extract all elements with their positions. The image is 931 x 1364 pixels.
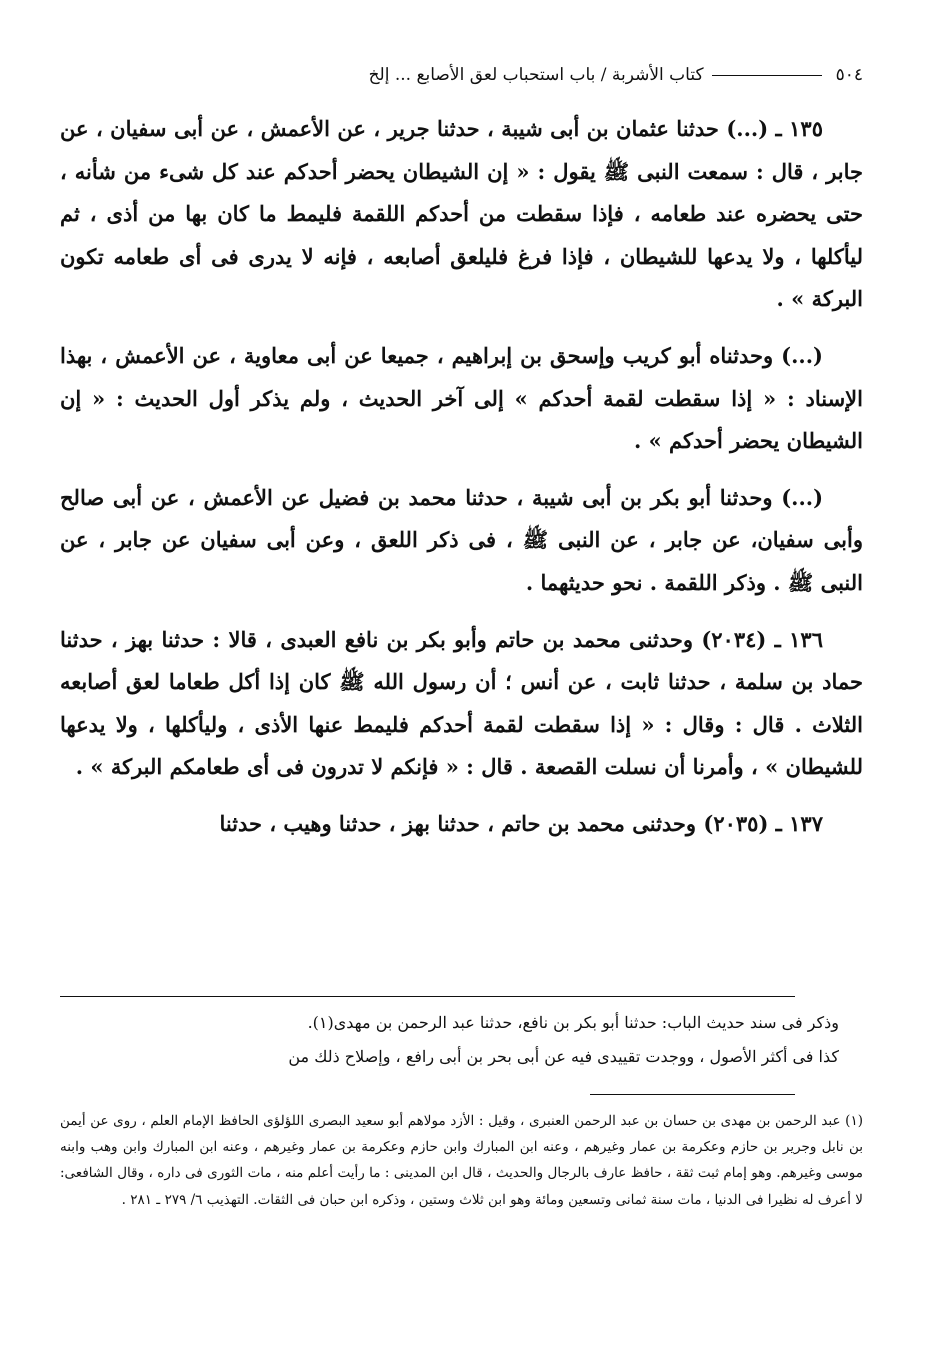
chapter-title: كتاب الأشربة / باب استحباب لعق الأصابع ... إلخ (368, 65, 704, 85)
hadith-text (60, 108, 863, 860)
commentary-divider (60, 996, 795, 997)
footnote-divider (590, 1094, 795, 1095)
commentary-line: وذكر فى سند حديث الباب: حدثنا أبو بكر بن نافع، حدثنا عبد الرحمن بن مهدى(١). (307, 1013, 839, 1032)
hadith-paragraph: (...) وحدثنا أبو بكر بن أبى شيبة ، حدثنا محمد بن فضيل عن الأعمش ، عن أبى صالح وأبى سفيان، عن جابر ، عن النبى ﷺ ، فى ذكر اللعق ، وعن أبى سفيان عن جابر ، عن النبى ﷺ . وذكر اللقمة . نحو حديثهما . (60, 484, 863, 595)
commentary-line: كذا فى أكثر الأصول ، ووجدت تقييدى فيه عن أبى بحر بن أبى رافع ، وإصلاح ذلك من (288, 1047, 839, 1066)
footnote: (١) عبد الرحمن بن مهدى بن حسان بن عبد الرحمن العنبرى ، وقيل : الأزد مولاهم أبو سعيد البصرى اللؤلؤى الحافظ الإمام العلم ، روى عن أيمن بن نابل وجرير بن حازم وعكرمة بن عمار وغيرهم ، وعنه ابن المبارك وابن حازم وعكرمة بن عمار وغيرهم ، وعنه ابن المبارك وابن وهب وابنه موسى وغيرهم. وهو إمام ثبت ثقة ، حافظ عارف بالرجال والحديث ، قال ابن المدينى : ما رأيت أعلم منه ، مات الثورى فى داره ، وقال الشافعى: لا أعرف له نظيرا فى الدنيا ، مات سنة ثمانى وتسعين ومائة وهو ابن ثلاث وستين ، وذكره ابن حبان فى الثقات. التهذيب ٦/ ٢٧٩ ـ ٢٨١ . (60, 1113, 863, 1208)
hadith-paragraph: ١٣٦ ـ (٢٠٣٤) وحدثنى محمد بن حاتم وأبو بكر بن نافع العبدى ، قالا : حدثنا بهز ، حدثنا حماد بن سلمة ، حدثنا ثابت ، عن أنس ؛ أن رسول الله ﷺ كان إذا أكل طعاما لعق أصابعه الثلاث . قال : وقال : « إذا سقطت لقمة أحدكم فليمط عنها الأذى ، وليأكلها ، ولا يدعها للشيطان » ، وأمرنا أن نسلت القصعة . قال : « فإنكم لا تدرون فى أى طعامكم البركة » . (60, 626, 863, 780)
page-number: ٥٠٤ (835, 65, 863, 85)
hadith-paragraph: (...) وحدثناه أبو كريب وإسحق بن إبراهيم ، جميعا عن أبى معاوية ، عن الأعمش ، بهذا الإسناد : « إذا سقطت لقمة أحدكم » إلى آخر الحديث ، ولم يذكر أول الحديث : « إن الشيطان يحضر أحدكم » . (60, 342, 863, 454)
running-header (40, 58, 863, 92)
hadith-paragraph: ١٣٥ ـ (...) حدثنا عثمان بن أبى شيبة ، حدثنا جرير ، عن الأعمش ، عن أبى سفيان ، عن جابر ، قال : سمعت النبى ﷺ يقول : « إن الشيطان يحضر أحدكم عند كل شىء من شأنه ، حتى يحضره عند طعامه ، فإذا سقطت من أحدكم اللقمة فليمط ما كان بها من أذى ، ثم ليأكلها ، ولا يدعها للشيطان ، فإذا فرغ فليلعق أصابعه ، فإنه لا يدرى فى أى طعامه تكون البركة » . (60, 116, 863, 312)
header-rule (712, 75, 822, 76)
hadith-paragraph: ١٣٧ ـ (٢٠٣٥) وحدثنى محمد بن حاتم ، حدثنا بهز ، حدثنا وهيب ، حدثنا (219, 810, 823, 836)
footnote-section (60, 1108, 863, 1213)
commentary-section (60, 1006, 863, 1074)
